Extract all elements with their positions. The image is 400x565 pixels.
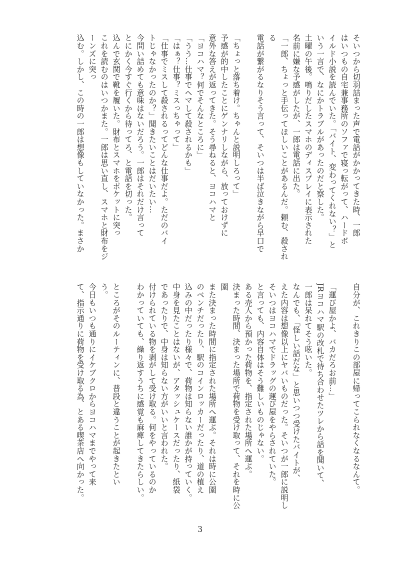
text-line: そいつから切羽詰まった声で電話がかかってきた時、一郎: [352, 34, 361, 237]
text-line: ある売人から預かった荷物を、指定された場所へ運ぶ。: [244, 283, 253, 478]
text-line: 決まった時間、決まった場所で荷物を受け取って、それを時に公園: [220, 283, 241, 510]
text-line: [338, 283, 350, 515]
text-line: わかっていても、繰り返すうちに感覚も麻痺してきたらしい。: [136, 283, 145, 502]
text-line: 今日もいつも通りにイケブクロからヨコハマまでやって来: [88, 283, 97, 486]
text-line: 一郎は呆れてそう呟いた。: [304, 283, 313, 377]
text-line: [122, 283, 134, 515]
text-line: 「ヨコハマ？何でそんなところに」: [196, 34, 205, 159]
text-line: 予感が的中したことにゲンナリしながら、放っておけずに: [220, 34, 229, 237]
text-line: 名前に嫌な予感がしたが、一郎は電話に出た。: [292, 34, 301, 198]
text-line: 土曜の午後。鳴りだしたスマホのディスプレイに表示された: [304, 34, 313, 245]
lower-vertical-text: [38, 283, 362, 515]
text-line: JRヨコハマ駅の改札で待ち合わせたツレから話を聞いて、: [316, 283, 325, 488]
text-line: はいつもの自宅兼事務所のソファで寝っ転がって、ハードボ: [340, 34, 349, 245]
text-line: であったりで、中身は知らない方がいいと言われた。: [160, 283, 169, 471]
text-line: いう一言で、なにかトラブルがあったのだと察した。: [316, 34, 325, 222]
text-line: 込む。しかし、この時の一郎は想像もしていなかった。まさか: [76, 34, 85, 253]
text-line: そいつはヨコハマでドラッグの運び屋をやらされていた。: [268, 283, 277, 486]
text-line: ところがそのルーティンに、普段と違うことが起きたとい: [112, 283, 121, 486]
text-line: トじゃなかったのか？」聞きたいことはだいたい…: [148, 34, 157, 214]
text-line: とにかく今すぐ行くから待ってろ、と電話を切った。: [124, 34, 133, 222]
upper-vertical-text: [38, 34, 362, 266]
text-line: 「仕事でミスして殺されるってどんな仕事だよ。ただのバイ: [160, 34, 169, 245]
text-line: と言っても、内容自体はそう難しいものじゃない。: [256, 283, 265, 463]
text-line: なんでも、「怪しい話だな」と思いつつ受けたバイトが、: [292, 283, 301, 482]
text-line: 「一郎、ちょっと手伝ってほしいことがあるんだ。頼む、殺される: [268, 34, 289, 261]
text-line: 込みの中だったり様々で、荷物は知らない誰かが持っていく。: [184, 283, 193, 502]
text-line: これを読むのはいつかまた。一郎は思い直し、スマホと財布をジーンズに突っ: [88, 34, 109, 261]
page-number: 3: [197, 525, 203, 534]
text-line: 電話が繋がるなりそう言って、そいつは半ば泣きながら早口で: [256, 34, 265, 253]
text-line: 「ちょっと落ち着け。ちゃんと説明しろって」: [232, 34, 241, 198]
text-line: 意外な答えが返ってきた。そう尋ねると、ヨコハマと: [208, 34, 217, 222]
text-line: また決まった時間に指定された場所へ運ぶ。それは時に公園: [208, 283, 217, 494]
text-line: 「運び屋かよ、バカだろお前…」: [328, 283, 337, 400]
text-line: 中身を見たことはないが、アタッシュケースだったり、紙袋: [172, 283, 181, 494]
text-line: 込んで玄関で靴を履いた。財布とスマホをポケットに突っ: [112, 34, 121, 237]
text-line: 今問い詰めても意味はないだろう。一郎はそれだけ言って: [136, 34, 145, 237]
text-line: [242, 34, 254, 266]
text-line: えた内容は想像以上にヤバいものだった。そいつが一郎に説明し: [280, 283, 289, 510]
text-line: う。: [100, 283, 109, 299]
text-line: 「うう…仕事でヘマして殺されるかも」: [184, 34, 193, 175]
text-line: 自分が、これきりこの部屋に帰ってこられなくなるなんて。: [352, 283, 361, 494]
text-line: イルド小説を読んでいた。「バイト、変わってくれない？」と: [328, 34, 337, 249]
text-line: 付けられている物を剥がして受け取る。何をやっているのか: [148, 283, 157, 494]
text-line: 「はぁ？仕事？ミスっちゃって」: [172, 34, 181, 151]
text-line: のベンチだったり、駅のコインロッカーだったり、道の植え: [196, 283, 205, 494]
upper-text-block: [38, 34, 362, 266]
lower-text-block: [38, 283, 362, 515]
text-line: て、指示通りに荷物を受け取る為、とある喫茶店へ向かった。: [76, 283, 85, 502]
